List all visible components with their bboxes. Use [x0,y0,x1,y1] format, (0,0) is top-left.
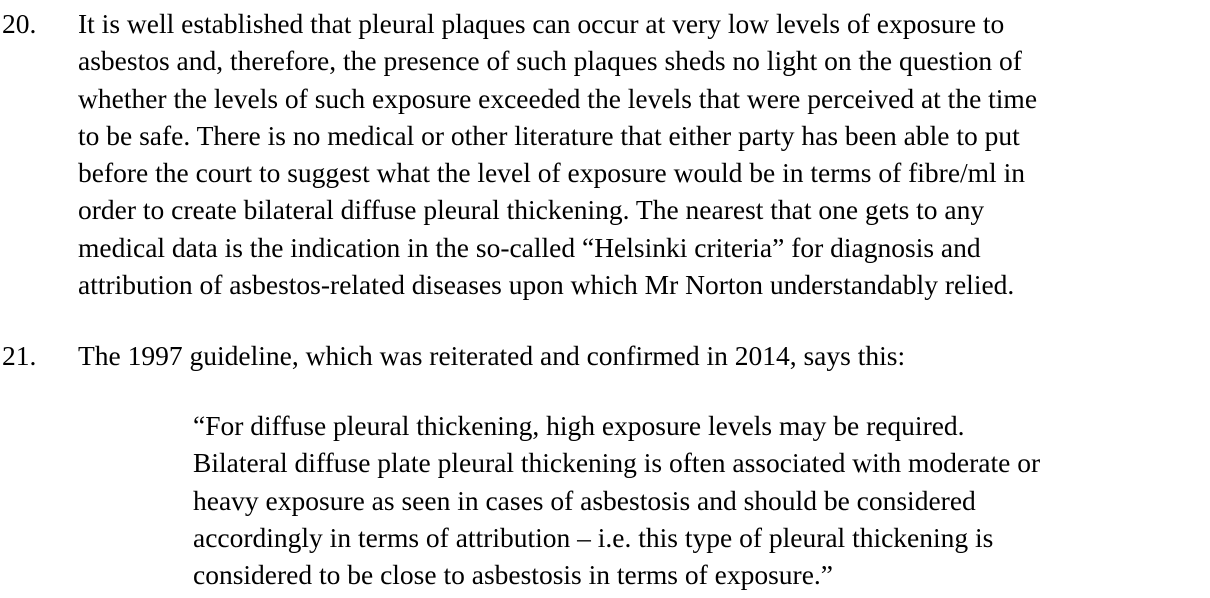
text-line: to be safe. There is no medical or other literature that either party has been able to put [78,119,1020,151]
quote-line: “For diffuse pleural thickening, high exposure levels may be required. [193,410,965,441]
text-line: asbestos and, therefore, the presence of such plaques sheds no light on the question of [78,45,1022,77]
text-line: It is well established that pleural plaques can occur at very low levels of exposure to [78,8,1005,39]
paragraph-text [78,5,1206,303]
paragraph-text [78,337,1206,374]
text-line: The 1997 guideline, which was reiterated and confirmed in 2014, says this: [78,340,906,371]
paragraph-number: 21. [2,340,37,371]
block-quote [193,407,1203,593]
paragraph-number: 20. [2,8,37,39]
quote-line: considered to be close to asbestosis in terms of exposure.” [193,559,833,591]
quote-line: heavy exposure as seen in cases of asbestosis and should be considered [193,484,976,516]
text-line: medical data is the indication in the so-called “Helsinki criteria” for diagnosis and [78,231,981,263]
text-line: order to create bilateral diffuse pleural thickening. The nearest that one gets to any [78,194,985,226]
text-line: before the court to suggest what the level of exposure would be in terms of fibre/ml in [78,157,1025,189]
quote-line: accordingly in terms of attribution – i.e. this type of pleural thickening is [193,521,994,553]
quote-line: Bilateral diffuse plate pleural thickening is often associated with moderate or [193,447,1041,479]
text-line: whether the levels of such exposure exceeded the levels that were perceived at the time [78,82,1038,114]
text-line: attribution of asbestos-related diseases upon which Mr Norton understandably relied. [78,269,1015,301]
